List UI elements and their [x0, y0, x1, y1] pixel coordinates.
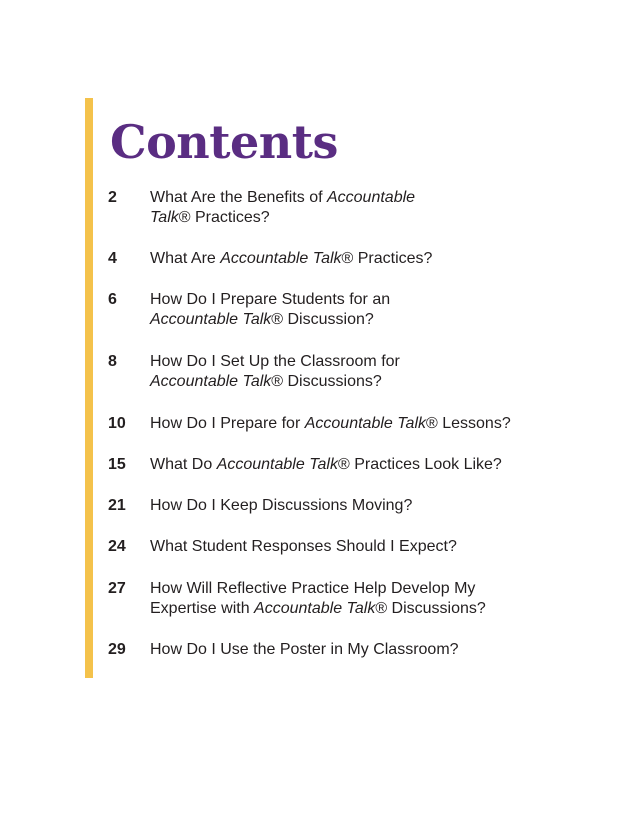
toc-page-number: 10 — [108, 415, 126, 432]
toc-entry-title: How Will Reflective Practice Help Develop My Expertise with Accountable Talk® Discussions? — [150, 580, 486, 617]
toc-page-number: 24 — [108, 538, 126, 555]
toc-page-number: 21 — [108, 497, 126, 514]
toc-page-number: 8 — [108, 353, 117, 370]
toc-entry-title: What Student Responses Should I Expect? — [150, 538, 457, 555]
accent-bar — [85, 98, 93, 678]
toc-entry-title: How Do I Set Up the Classroom for Accountable Talk® Discussions? — [150, 353, 400, 390]
toc-entry-title: How Do I Prepare for Accountable Talk® Lessons? — [150, 415, 511, 432]
toc-entry-title: What Are the Benefits of Accountable Talk® Practices? — [150, 189, 416, 226]
toc-page-number: 27 — [108, 580, 126, 597]
toc-entry-title: How Do I Keep Discussions Moving? — [150, 497, 413, 514]
toc-entry-title: What Do Accountable Talk® Practices Look Like? — [150, 456, 502, 473]
toc-page-number: 4 — [108, 250, 117, 267]
toc-entry-title: How Do I Use the Poster in My Classroom? — [150, 641, 459, 658]
toc-page-number: 2 — [108, 189, 117, 206]
toc-entry-title: What Are Accountable Talk® Practices? — [150, 250, 433, 267]
page-title: Contents — [110, 115, 338, 169]
toc-entry-title: How Do I Prepare Students for an Accountable Talk® Discussion? — [150, 291, 391, 328]
toc-page-number: 29 — [108, 641, 126, 658]
toc-page-number: 6 — [108, 291, 117, 308]
toc-page-number: 15 — [108, 456, 126, 473]
